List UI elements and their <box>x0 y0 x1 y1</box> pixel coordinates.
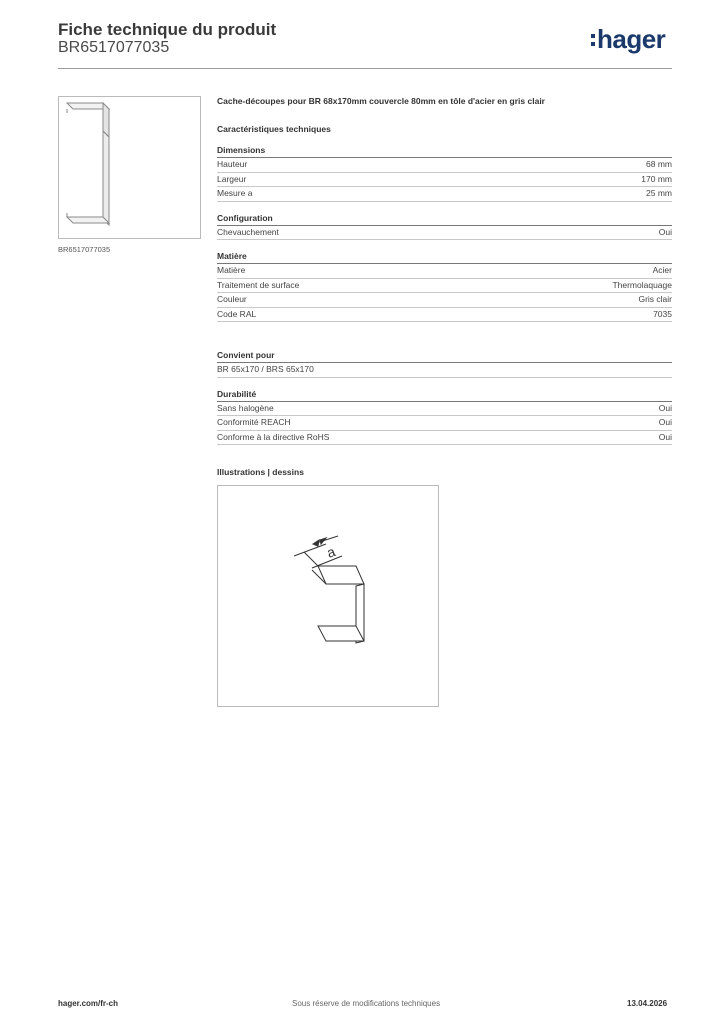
spec-value: Oui <box>658 402 672 413</box>
logo-text: hager <box>597 24 666 54</box>
spec-label: Mesure a <box>217 188 253 198</box>
spec-row <box>217 187 672 202</box>
spec-group-dimensions <box>217 145 672 202</box>
spec-group-durability <box>217 389 672 446</box>
group-title: Matière <box>217 251 672 264</box>
spec-value: 170 mm <box>641 173 672 184</box>
spec-label: Conforme à la directive RoHS <box>217 431 330 442</box>
spec-label: Couleur <box>217 294 247 304</box>
product-thumbnail <box>58 96 201 239</box>
spec-row <box>217 402 672 417</box>
spec-value: 25 mm <box>646 188 672 198</box>
spec-label: Largeur <box>217 173 247 184</box>
spec-group-compatibility <box>217 350 672 378</box>
group-title: Dimensions <box>217 145 672 158</box>
page-title: Fiche technique du produit <box>58 20 277 39</box>
product-thumbnail-drawing <box>59 97 200 238</box>
spec-row <box>217 308 672 323</box>
specs-heading: Caractéristiques techniques <box>217 124 331 134</box>
main-content <box>217 96 672 707</box>
spec-label: Matière <box>217 265 246 275</box>
group-title: Durabilité <box>217 389 672 402</box>
spec-label: Code RAL <box>217 308 257 319</box>
spec-row <box>217 158 672 173</box>
spec-label: Sans halogène <box>217 402 274 413</box>
spec-row <box>217 173 672 188</box>
spec-value: 7035 <box>653 308 672 319</box>
spec-row <box>217 363 672 378</box>
spec-label: BR 65x170 / BRS 65x170 <box>217 364 314 374</box>
spec-row <box>217 293 672 308</box>
spec-group-configuration <box>217 213 672 241</box>
hager-logo <box>591 26 665 52</box>
spec-row <box>217 416 672 431</box>
footer-website: hager.com/fr-ch <box>58 999 119 1008</box>
illustration-drawing <box>217 485 439 707</box>
thumbnail-caption: BR6517077035 <box>58 245 111 254</box>
header-divider <box>58 68 672 69</box>
logo-colon-mark <box>591 34 595 46</box>
spec-value: 68 mm <box>646 159 672 169</box>
spec-value: Oui <box>658 431 672 442</box>
product-reference: BR6517077035 <box>58 39 170 56</box>
spec-label: Traitement de surface <box>217 279 300 290</box>
footer-disclaimer: Sous réserve de modifications techniques <box>292 999 441 1008</box>
product-description: Cache-découpes pour BR 68x170mm couvercle 80mm en tôle d'acier en gris clair <box>217 96 545 106</box>
spec-row <box>217 226 672 241</box>
spec-label: Conformité REACH <box>217 417 291 427</box>
spec-row <box>217 431 672 446</box>
spec-value: Oui <box>658 226 672 237</box>
spec-group-material <box>217 251 672 322</box>
spec-value: Thermolaquage <box>612 279 672 290</box>
spec-row <box>217 279 672 294</box>
spec-value: Acier <box>652 265 672 275</box>
spec-label: Chevauchement <box>217 226 279 237</box>
technical-drawing <box>218 486 438 706</box>
group-title: Configuration <box>217 213 672 226</box>
spec-value: Oui <box>658 417 672 427</box>
dimension-label-a: a <box>324 543 338 561</box>
spec-value: Gris clair <box>638 294 672 304</box>
spec-row <box>217 264 672 279</box>
illustrations-heading: Illustrations | dessins <box>217 467 304 477</box>
footer-date: 13.04.2026 <box>627 999 668 1008</box>
spec-label: Hauteur <box>217 159 248 169</box>
group-title: Convient pour <box>217 350 672 363</box>
